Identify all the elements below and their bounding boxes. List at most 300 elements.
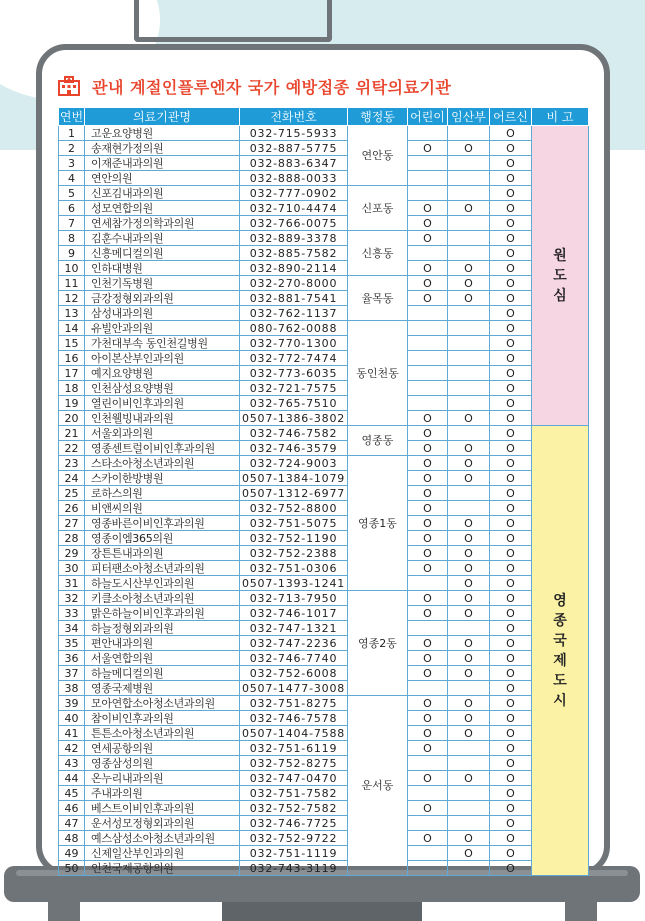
senior-mark: O (490, 126, 532, 141)
institution-name: 비앤씨의원 (85, 501, 240, 516)
child-mark: O (408, 666, 448, 681)
child-mark: O (408, 441, 448, 456)
pregnant-mark: O (448, 546, 490, 561)
senior-mark: O (490, 426, 532, 441)
senior-mark: O (490, 591, 532, 606)
row-number: 15 (59, 336, 85, 351)
institution-name: 하늘도시산부인과의원 (85, 576, 240, 591)
note-char: 제 (553, 652, 567, 669)
phone-number: 032-746-7725 (240, 816, 348, 831)
senior-mark: O (490, 651, 532, 666)
row-number: 29 (59, 546, 85, 561)
child-mark (408, 186, 448, 201)
child-mark: O (408, 291, 448, 306)
phone-number: 032-746-7740 (240, 651, 348, 666)
child-mark: O (408, 471, 448, 486)
senior-mark: O (490, 531, 532, 546)
pregnant-mark (448, 426, 490, 441)
phone-number: 032-752-7582 (240, 801, 348, 816)
header-phone: 전화번호 (240, 108, 348, 126)
phone-number: 032-751-6119 (240, 741, 348, 756)
row-number: 13 (59, 306, 85, 321)
institution-name: 인천웰빙내과의원 (85, 411, 240, 426)
phone-number: 032-747-0470 (240, 771, 348, 786)
senior-mark: O (490, 471, 532, 486)
child-mark: O (408, 231, 448, 246)
pregnant-mark: O (448, 516, 490, 531)
child-mark (408, 351, 448, 366)
board-leg-left (48, 900, 80, 921)
phone-number: 032-888-0033 (240, 171, 348, 186)
pregnant-mark (448, 756, 490, 771)
institution-table (58, 107, 589, 876)
dong-name: 신포동 (348, 186, 408, 231)
note-char: 원 (553, 247, 567, 264)
child-mark: O (408, 411, 448, 426)
pregnant-mark (448, 156, 490, 171)
pregnant-mark (448, 381, 490, 396)
institution-name: 주내과의원 (85, 786, 240, 801)
senior-mark: O (490, 756, 532, 771)
phone-number: 032-752-9722 (240, 831, 348, 846)
row-number: 12 (59, 291, 85, 306)
institution-name: 예지요양병원 (85, 366, 240, 381)
table-row (59, 276, 589, 291)
row-number: 40 (59, 711, 85, 726)
table-row (59, 861, 589, 876)
table-row (59, 186, 589, 201)
institution-name: 신흥메디컬의원 (85, 246, 240, 261)
note-char: 종 (553, 612, 567, 629)
title-row (58, 74, 451, 98)
table-row (59, 786, 589, 801)
institution-name: 베스트이비인후과의원 (85, 801, 240, 816)
dong-name: 신흥동 (348, 231, 408, 276)
child-mark: O (408, 486, 448, 501)
senior-mark: O (490, 216, 532, 231)
senior-mark: O (490, 711, 532, 726)
child-mark: O (408, 726, 448, 741)
pregnant-mark: O (448, 261, 490, 276)
senior-mark: O (490, 501, 532, 516)
pregnant-mark (448, 126, 490, 141)
senior-mark: O (490, 801, 532, 816)
pregnant-mark (448, 246, 490, 261)
row-number: 2 (59, 141, 85, 156)
row-number: 35 (59, 636, 85, 651)
row-number: 8 (59, 231, 85, 246)
child-mark (408, 321, 448, 336)
table-row (59, 201, 589, 216)
table-row (59, 576, 589, 591)
table-row (59, 636, 589, 651)
institution-name: 가천대부속 동인천길병원 (85, 336, 240, 351)
note-cell (532, 126, 589, 426)
phone-number: 032-713-7950 (240, 591, 348, 606)
phone-number: 032-752-8275 (240, 756, 348, 771)
institution-name: 키클소아청소년과의원 (85, 591, 240, 606)
pregnant-mark (448, 816, 490, 831)
row-number: 6 (59, 201, 85, 216)
senior-mark: O (490, 696, 532, 711)
senior-mark: O (490, 276, 532, 291)
institution-name: 인하대병원 (85, 261, 240, 276)
institution-name: 신제일산부인과의원 (85, 846, 240, 861)
header-no: 연번 (59, 108, 85, 126)
table-row (59, 531, 589, 546)
pregnant-mark: O (448, 531, 490, 546)
row-number: 4 (59, 171, 85, 186)
institution-name: 하늘메디컬의원 (85, 666, 240, 681)
child-mark: O (408, 516, 448, 531)
header-pregnant: 임산부 (448, 108, 490, 126)
senior-mark: O (490, 336, 532, 351)
institution-name: 이재준내과의원 (85, 156, 240, 171)
pregnant-mark (448, 786, 490, 801)
senior-mark: O (490, 231, 532, 246)
phone-number: 032-751-5075 (240, 516, 348, 531)
table-row (59, 141, 589, 156)
table-row (59, 396, 589, 411)
row-number: 49 (59, 846, 85, 861)
row-number: 36 (59, 651, 85, 666)
pregnant-mark: O (448, 561, 490, 576)
pregnant-mark (448, 321, 490, 336)
dong-name: 연안동 (348, 126, 408, 186)
institution-name: 연세참가정의학과의원 (85, 216, 240, 231)
phone-number: 032-270-8000 (240, 276, 348, 291)
pregnant-mark: O (448, 831, 490, 846)
phone-number: 032-752-1190 (240, 531, 348, 546)
senior-mark: O (490, 396, 532, 411)
phone-number: 032-887-5775 (240, 141, 348, 156)
table-row (59, 486, 589, 501)
senior-mark: O (490, 831, 532, 846)
row-number: 44 (59, 771, 85, 786)
row-number: 19 (59, 396, 85, 411)
row-number: 26 (59, 501, 85, 516)
pregnant-mark: O (448, 141, 490, 156)
senior-mark: O (490, 726, 532, 741)
phone-number: 032-752-2388 (240, 546, 348, 561)
note-char: 시 (553, 692, 567, 709)
institution-name: 고운요양병원 (85, 126, 240, 141)
pregnant-mark: O (448, 771, 490, 786)
senior-mark: O (490, 201, 532, 216)
phone-number: 032-762-1137 (240, 306, 348, 321)
row-number: 22 (59, 441, 85, 456)
senior-mark: O (490, 741, 532, 756)
table-row (59, 756, 589, 771)
phone-number: 032-751-1119 (240, 846, 348, 861)
phone-number: 032-747-1321 (240, 621, 348, 636)
table-row (59, 351, 589, 366)
row-number: 41 (59, 726, 85, 741)
dong-name: 영종1동 (348, 456, 408, 591)
senior-mark: O (490, 681, 532, 696)
table-row (59, 831, 589, 846)
senior-mark: O (490, 636, 532, 651)
phone-number: 032-724-9003 (240, 456, 348, 471)
senior-mark: O (490, 666, 532, 681)
phone-number: 0507-1477-3008 (240, 681, 348, 696)
pregnant-mark (448, 171, 490, 186)
institution-name: 서울외과의원 (85, 426, 240, 441)
child-mark: O (408, 531, 448, 546)
table-row (59, 171, 589, 186)
child-mark (408, 681, 448, 696)
child-mark (408, 861, 448, 876)
child-mark (408, 756, 448, 771)
pregnant-mark: O (448, 726, 490, 741)
pregnant-mark (448, 861, 490, 876)
hospital-icon (58, 76, 80, 96)
phone-number: 0507-1312-6977 (240, 486, 348, 501)
pregnant-mark: O (448, 846, 490, 861)
table-row (59, 771, 589, 786)
senior-mark: O (490, 516, 532, 531)
phone-number: 032-765-7510 (240, 396, 348, 411)
pregnant-mark (448, 336, 490, 351)
pregnant-mark (448, 186, 490, 201)
table-row (59, 651, 589, 666)
institution-name: 운서성모정형외과의원 (85, 816, 240, 831)
pregnant-mark (448, 396, 490, 411)
dong-name: 동인천동 (348, 321, 408, 426)
phone-number: 032-773-6035 (240, 366, 348, 381)
child-mark (408, 366, 448, 381)
institution-name: 영종삼성의원 (85, 756, 240, 771)
row-number: 28 (59, 531, 85, 546)
institution-name: 장튼튼내과의원 (85, 546, 240, 561)
phone-number: 032-772-7474 (240, 351, 348, 366)
institution-name: 인천삼성요양병원 (85, 381, 240, 396)
phone-number: 032-751-8275 (240, 696, 348, 711)
dong-name: 영종동 (348, 426, 408, 456)
child-mark (408, 846, 448, 861)
pregnant-mark (448, 801, 490, 816)
phone-number: 032-752-6008 (240, 666, 348, 681)
note-char: 도 (553, 267, 567, 284)
child-mark: O (408, 711, 448, 726)
institution-name: 영종국제병원 (85, 681, 240, 696)
pregnant-mark: O (448, 636, 490, 651)
child-mark (408, 381, 448, 396)
child-mark: O (408, 831, 448, 846)
row-number: 27 (59, 516, 85, 531)
pregnant-mark (448, 741, 490, 756)
senior-mark: O (490, 306, 532, 321)
pregnant-mark (448, 216, 490, 231)
child-mark (408, 246, 448, 261)
row-number: 10 (59, 261, 85, 276)
child-mark: O (408, 741, 448, 756)
header-name: 의료기관명 (85, 108, 240, 126)
senior-mark: O (490, 486, 532, 501)
row-number: 17 (59, 366, 85, 381)
senior-mark: O (490, 246, 532, 261)
table-row (59, 411, 589, 426)
row-number: 47 (59, 816, 85, 831)
institution-name: 연세공항의원 (85, 741, 240, 756)
institution-name: 인천기독병원 (85, 276, 240, 291)
table-row (59, 261, 589, 276)
row-number: 7 (59, 216, 85, 231)
row-number: 9 (59, 246, 85, 261)
child-mark: O (408, 651, 448, 666)
child-mark: O (408, 201, 448, 216)
table-row (59, 516, 589, 531)
table-row (59, 666, 589, 681)
header-senior: 어르신 (490, 108, 532, 126)
senior-mark: O (490, 771, 532, 786)
row-number: 1 (59, 126, 85, 141)
note-char: 국 (553, 632, 567, 649)
phone-number: 032-710-4474 (240, 201, 348, 216)
senior-mark: O (490, 621, 532, 636)
institution-name: 신포김내과의원 (85, 186, 240, 201)
pregnant-mark: O (448, 606, 490, 621)
pregnant-mark (448, 501, 490, 516)
institution-name: 하늘정형외과의원 (85, 621, 240, 636)
institution-name: 김훈수내과의원 (85, 231, 240, 246)
senior-mark: O (490, 171, 532, 186)
child-mark: O (408, 801, 448, 816)
institution-name: 참이비인후과의원 (85, 711, 240, 726)
institution-name: 영종센트럴이비인후과의원 (85, 441, 240, 456)
table-row (59, 366, 589, 381)
row-number: 30 (59, 561, 85, 576)
pregnant-mark: O (448, 456, 490, 471)
phone-number: 032-747-2236 (240, 636, 348, 651)
phone-number: 032-881-7541 (240, 291, 348, 306)
phone-number: 032-721-7575 (240, 381, 348, 396)
note-cell (532, 426, 589, 876)
row-number: 3 (59, 156, 85, 171)
pregnant-mark (448, 351, 490, 366)
table-row (59, 741, 589, 756)
phone-number: 032-890-2114 (240, 261, 348, 276)
institution-name: 열린이비인후과의원 (85, 396, 240, 411)
pregnant-mark: O (448, 666, 490, 681)
institution-name: 서울연합의원 (85, 651, 240, 666)
child-mark: O (408, 141, 448, 156)
senior-mark: O (490, 456, 532, 471)
table-row (59, 711, 589, 726)
phone-number: 032-746-7578 (240, 711, 348, 726)
table-row (59, 321, 589, 336)
senior-mark: O (490, 351, 532, 366)
header-child: 어린이 (408, 108, 448, 126)
child-mark (408, 816, 448, 831)
pregnant-mark (448, 231, 490, 246)
phone-number: 032-715-5933 (240, 126, 348, 141)
senior-mark: O (490, 321, 532, 336)
institution-name: 유빌안과의원 (85, 321, 240, 336)
dong-name: 율목동 (348, 276, 408, 321)
table-row (59, 501, 589, 516)
child-mark: O (408, 696, 448, 711)
senior-mark: O (490, 141, 532, 156)
row-number: 32 (59, 591, 85, 606)
child-mark (408, 786, 448, 801)
table-row (59, 471, 589, 486)
institution-name: 인천국제공항의원 (85, 861, 240, 876)
header-note: 비 고 (532, 108, 589, 126)
pregnant-mark: O (448, 651, 490, 666)
table-row (59, 306, 589, 321)
phone-number: 0507-1393-1241 (240, 576, 348, 591)
child-mark: O (408, 771, 448, 786)
table-row (59, 696, 589, 711)
senior-mark: O (490, 156, 532, 171)
phone-number: 032-743-3119 (240, 861, 348, 876)
senior-mark: O (490, 846, 532, 861)
row-number: 50 (59, 861, 85, 876)
senior-mark: O (490, 366, 532, 381)
phone-number: 0507-1386-3802 (240, 411, 348, 426)
child-mark (408, 306, 448, 321)
table-row (59, 291, 589, 306)
row-number: 48 (59, 831, 85, 846)
child-mark (408, 621, 448, 636)
institution-name: 온누리내과의원 (85, 771, 240, 786)
institution-name: 예스삼성소아청소년과의원 (85, 831, 240, 846)
child-mark: O (408, 276, 448, 291)
phone-number: 032-751-7582 (240, 786, 348, 801)
table-row (59, 606, 589, 621)
senior-mark: O (490, 441, 532, 456)
table-row (59, 156, 589, 171)
senior-mark: O (490, 291, 532, 306)
phone-number: 032-746-3579 (240, 441, 348, 456)
row-number: 14 (59, 321, 85, 336)
row-number: 11 (59, 276, 85, 291)
child-mark (408, 576, 448, 591)
institution-name: 스타소아청소년과의원 (85, 456, 240, 471)
institution-name: 로하스의원 (85, 486, 240, 501)
note-char: 심 (553, 287, 567, 304)
row-number: 39 (59, 696, 85, 711)
institution-name: 맑은하늘이비인후과의원 (85, 606, 240, 621)
phone-number: 032-751-0306 (240, 561, 348, 576)
institution-name: 스카이한방병원 (85, 471, 240, 486)
institution-name: 영종바른이비인후과의원 (85, 516, 240, 531)
institution-name: 모아연합소아청소년과의원 (85, 696, 240, 711)
table-row (59, 231, 589, 246)
child-mark: O (408, 216, 448, 231)
note-char: 도 (553, 672, 567, 689)
pregnant-mark (448, 621, 490, 636)
institution-name: 삼성내과의원 (85, 306, 240, 321)
table-row (59, 336, 589, 351)
phone-number: 032-889-3378 (240, 231, 348, 246)
header-dong: 행정동 (348, 108, 408, 126)
senior-mark: O (490, 186, 532, 201)
dong-name: 영종2동 (348, 591, 408, 696)
institution-name: 송재현가정의원 (85, 141, 240, 156)
institution-name: 피터팬소아청소년과의원 (85, 561, 240, 576)
table-row (59, 441, 589, 456)
pregnant-mark: O (448, 591, 490, 606)
pregnant-mark: O (448, 291, 490, 306)
child-mark: O (408, 456, 448, 471)
phone-number: 0507-1384-1079 (240, 471, 348, 486)
child-mark: O (408, 546, 448, 561)
pregnant-mark: O (448, 711, 490, 726)
row-number: 5 (59, 186, 85, 201)
institution-name: 연안의원 (85, 171, 240, 186)
